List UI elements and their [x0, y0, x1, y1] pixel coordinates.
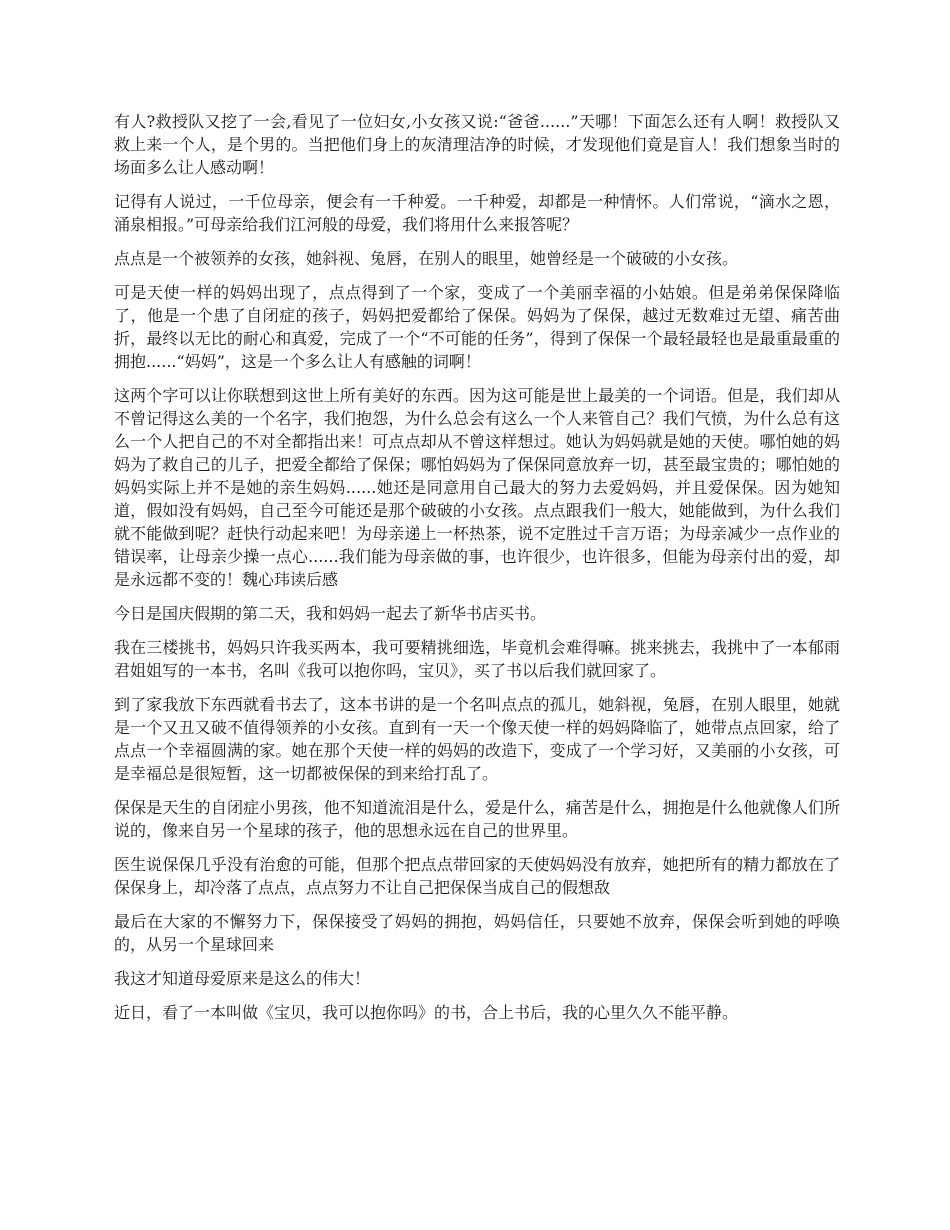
paragraph-2: 记得有人说过，一千位母亲，便会有一千种爱。一千种爱，却都是一种情怀。人们常说，“滴水之恩，涌泉相报。”可母亲给我们江河般的母爱，我们将用什么来报答呢？ — [114, 192, 840, 234]
paragraph-4: 可是天使一样的妈妈出现了，点点得到了一个家，变成了一个美丽幸福的小姑娘。但是弟弟保保降临了，他是一个患了自闭症的孩子，妈妈把爱都给了保保。妈妈为了保保，越过无数难过无望、痛苦曲折，最终以无比的耐心和真爱，完成了一个“不可能的任务”，得到了保保一个最轻最轻也是最重最重的拥抱......“妈妈”，这是一个多么让人有感触的词啊！ — [114, 283, 840, 371]
paragraph-5: 这两个字可以让你联想到这世上所有美好的东西。因为这可能是世上最美的一个词语。但是，我们却从不曾记得这么美的一个名字，我们抱怨，为什么总会有这么一个人来管自己？我们气愤，为什么总有这么一个人把自己的不对全都指出来！可点点却从不曾这样想过。她认为妈妈就是她的天使。哪怕她的妈妈为了救自己的儿子，把爱全都给了保保；哪怕妈妈为了保保同意放弃一切，甚至最宝贵的；哪怕她的妈妈实际上并不是她的亲生妈妈......她还是同意用自己最大的努力去爱妈妈，并且爱保保。因为她知道，假如没有妈妈，自己至今可能还是那个破破的小女孩。点点跟我们一般大，她能做到，为什么我们就不能做到呢？赶快行动起来吧！为母亲递上一杯热茶，说不定胜过千言万语；为母亲减少一点作业的错误率，让母亲少操一点心......我们能为母亲做的事，也许很少，也许很多，但能为母亲付出的爱，却是永远都不变的！魏心玮读后感 — [114, 386, 840, 589]
paragraph-13: 近日，看了一本叫做《宝贝，我可以抱你吗》的书，合上书后，我的心里久久不能平静。 — [114, 1003, 739, 1022]
paragraph-12: 我这才知道母爱原来是这么的伟大！ — [114, 969, 371, 988]
paragraph-3: 点点是一个被领养的女孩，她斜视、兔唇，在别人的眼里，她曾经是一个破破的小女孩。 — [114, 249, 739, 268]
paragraph-10: 医生说保保几乎没有治愈的可能，但那个把点点带回家的天使妈妈没有放弃，她把所有的精力都放在了保保身上，却冷落了点点，点点努力不让自己把保保当成自己的假想敌 — [114, 855, 840, 897]
paragraph-1: 有人?救授队又挖了一会,看见了一位妇女,小女孩又说:“爸爸......”天哪！下面怎么还有人啊！救授队又救上来一个人，是个男的。当把他们身上的灰清理洁净的时候，才发现他们竟是盲人！我们想象当时的场面多么让人感动啊！ — [114, 112, 840, 177]
paragraph-7: 我在三楼挑书，妈妈只许我买两本，我可要精挑细选，毕竟机会难得嘛。挑来挑去，我挑中了一本郁雨君姐姐写的一本书，名叫《我可以抱你吗，宝贝》，买了书以后我们就回家了。 — [114, 638, 840, 680]
document-body — [114, 110, 840, 1035]
paragraph-9: 保保是天生的自闭症小男孩，他不知道流泪是什么，爱是什么，痛苦是什么，拥抱是什么他就像人们所说的，像来自另一个星球的孩子，他的思想永远在自己的世界里。 — [114, 798, 840, 840]
paragraph-6: 今日是国庆假期的第二天，我和妈妈一起去了新华书店买书。 — [114, 604, 547, 623]
paragraph-11: 最后在大家的不懈努力下，保保接受了妈妈的拥抱，妈妈信任，只要她不放弃，保保会听到她的呼唤的，从另一个星球回来 — [114, 912, 840, 954]
paragraph-8: 到了家我放下东西就看书去了，这本书讲的是一个名叫点点的孤儿，她斜视，兔唇，在别人眼里，她就是一个又丑又破不值得领养的小女孩。直到有一天一个像天使一样的妈妈降临了，她带点点回家，给了点点一个幸福圆满的家。她在那个天使一样的妈妈的改造下，变成了一个学习好，又美丽的小女孩，可是幸福总是很短暂，这一切都被保保的到来给打乱了。 — [114, 695, 840, 783]
